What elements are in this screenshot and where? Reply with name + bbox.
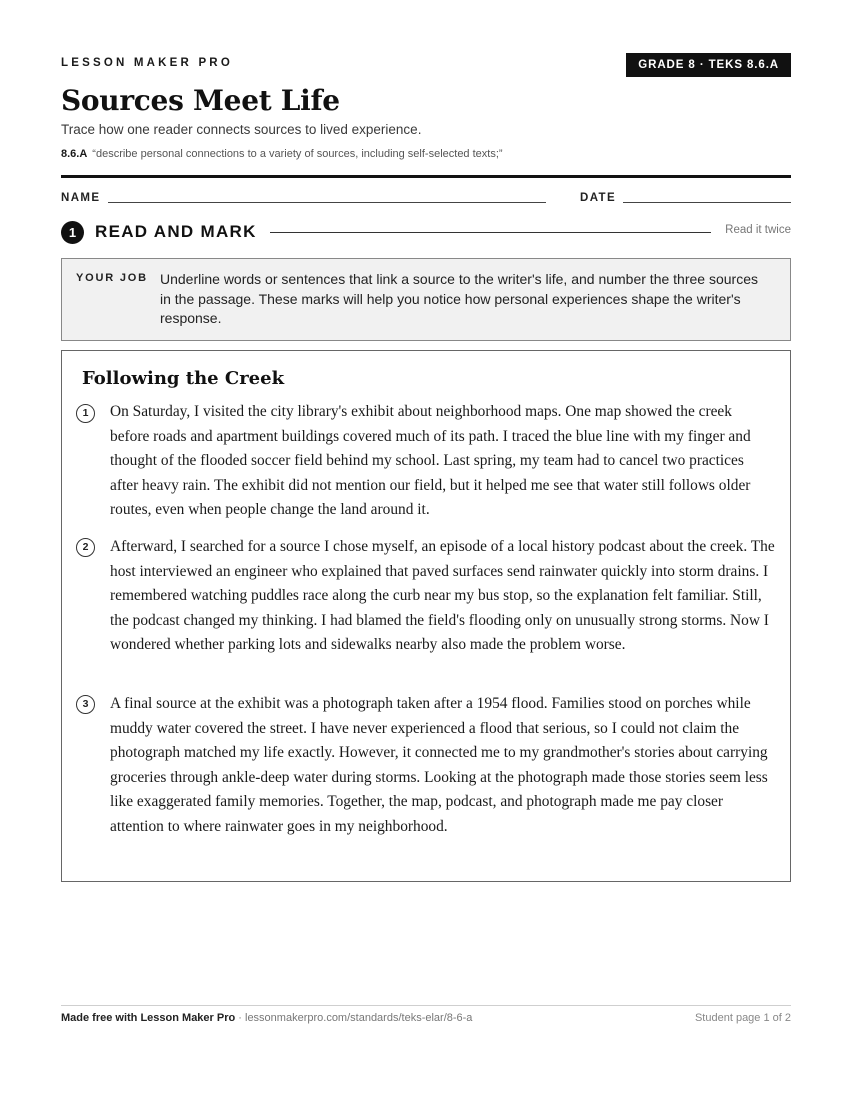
footer-url[interactable]: lessonmakerpro.com/standards/teks-elar/8-6-a <box>245 1012 473 1024</box>
page-subtitle: Trace how one reader connects sources to lived experience. <box>61 122 422 137</box>
name-field[interactable] <box>108 202 546 203</box>
section-title: READ AND MARK <box>95 222 257 241</box>
your-job-label: YOUR JOB <box>76 272 148 284</box>
brand-name: LESSON MAKER PRO <box>61 57 233 69</box>
header-divider <box>61 175 791 178</box>
passage-paragraph: On Saturday, I visited the city library's exhibit about neighborhood maps. One map showed the creek before roads and apartment buildings covered much of its path. I traced the blue line with my finger and thought of the flooded soccer field behind my school. Last spring, my team had to cancel two practices after heavy rain. The exhibit did not mention our field, but it helped me see that water still follows older routes, even when people change the land around it. <box>110 403 751 518</box>
page-title: Sources Meet Life <box>61 84 340 117</box>
grade-badge: GRADE 8 · TEKS 8.6.A <box>626 53 791 77</box>
standard-text: “describe personal connections to a variety of sources, including self-selected texts;” <box>92 148 503 160</box>
paragraph-number: 2 <box>76 538 95 557</box>
standard-code: 8.6.A <box>61 148 88 160</box>
paragraph-number: 3 <box>76 695 95 714</box>
section-divider <box>270 232 711 233</box>
standard-line <box>61 148 503 160</box>
section-hint: Read it twice <box>725 224 791 236</box>
section-number-badge: 1 <box>61 221 84 244</box>
footer-page-number: Student page 1 of 2 <box>694 1012 791 1024</box>
reading-passage <box>61 350 791 882</box>
paragraph-number: 1 <box>76 404 95 423</box>
footer-made-with: Made free with Lesson Maker Pro <box>61 1012 236 1024</box>
passage-title: Following the Creek <box>82 368 285 389</box>
your-job-box <box>61 258 791 341</box>
footer-divider <box>61 1005 791 1006</box>
footer-credit <box>61 1012 472 1024</box>
passage-paragraph: A final source at the exhibit was a photograph taken after a 1954 flood. Families stood on porches while muddy water covered the street. I have never experienced a flood that serious, so I could not claim the photograph matched my life exactly. However, it connected me to my grandmother's stories about carrying groceries through ankle-deep water during storms. Looking at the photograph made those stories seem less like exaggerated family memories. Together, the map, podcast, and photograph made me pay closer attention to where rainwater goes in my neighborhood. <box>110 695 768 835</box>
passage-paragraph: Afterward, I searched for a source I chose myself, an episode of a local history podcast about the creek. The host interviewed an engineer who explained that paved surfaces send rainwater quickly into storm drains. I remembered watching puddles race along the curb near my bus stop, so the explanation felt familiar. Still, the podcast changed my thinking. I had blamed the field's flooding only on unusually strong storms. Now I wondered whether parking lots and sidewalks nearby also made the problem worse. <box>110 538 775 653</box>
date-field[interactable] <box>623 202 791 203</box>
your-job-instructions: Underline words or sentences that link a source to the writer's life, and number the three sources in the passage. These marks will help you notice how personal experiences shape the writer's response. <box>160 271 758 326</box>
date-label: DATE <box>580 192 617 204</box>
footer-separator: · <box>235 1012 245 1024</box>
name-label: NAME <box>61 192 101 204</box>
